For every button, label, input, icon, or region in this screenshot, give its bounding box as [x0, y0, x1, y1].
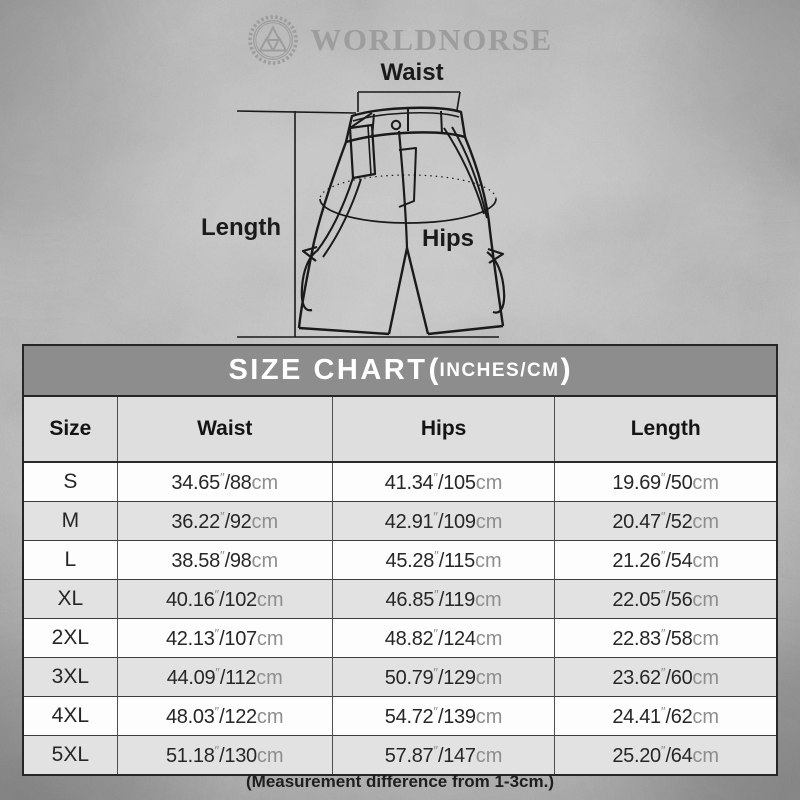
- hips-cell: 57.87″/147cm: [332, 736, 555, 775]
- hips-cell: 48.82″/124cm: [332, 619, 555, 658]
- hips-cell: 54.72″/139cm: [332, 697, 555, 736]
- size-cell: S: [24, 462, 117, 502]
- column-header-waist: Waist: [117, 397, 332, 462]
- waist-cell: 48.03″/122cm: [117, 697, 332, 736]
- column-header-hips: Hips: [332, 397, 555, 462]
- column-header-length: Length: [555, 397, 776, 462]
- title-paren-close: ): [560, 352, 571, 386]
- length-cell: 20.47″/52cm: [555, 502, 776, 541]
- size-cell: 5XL: [24, 736, 117, 775]
- size-row-3xl: [24, 658, 776, 697]
- waist-cell: 34.65″/88cm: [117, 462, 332, 502]
- length-cell: 22.83″/58cm: [555, 619, 776, 658]
- shorts-outline: [299, 108, 504, 334]
- size-row-5xl: [24, 736, 776, 775]
- size-row-2xl: [24, 619, 776, 658]
- waist-cell: 44.09″/112cm: [117, 658, 332, 697]
- size-chart-title-text: SIZE CHART: [228, 354, 428, 386]
- length-cell: 19.69″/50cm: [555, 462, 776, 502]
- size-row-l: [24, 541, 776, 580]
- waist-cell: 40.16″/102cm: [117, 580, 332, 619]
- waist-label: Waist: [380, 59, 444, 86]
- size-table-body: [24, 462, 776, 774]
- waist-cell: 42.13″/107cm: [117, 619, 332, 658]
- length-cell: 21.26″/54cm: [555, 541, 776, 580]
- length-cell: 22.05″/56cm: [555, 580, 776, 619]
- size-row-xl: [24, 580, 776, 619]
- length-cell: 23.62″/60cm: [555, 658, 776, 697]
- size-chart-title: [24, 346, 776, 397]
- hips-cell: 50.79″/129cm: [332, 658, 555, 697]
- size-row-s: [24, 462, 776, 502]
- column-header-size: Size: [24, 397, 117, 462]
- length-label: Length: [201, 214, 281, 241]
- size-cell: L: [24, 541, 117, 580]
- size-cell: 3XL: [24, 658, 117, 697]
- size-table: [24, 397, 776, 774]
- hips-cell: 46.85″/119cm: [332, 580, 555, 619]
- size-chart-table-container: [22, 344, 778, 776]
- size-cell: 4XL: [24, 697, 117, 736]
- hips-cell: 42.91″/109cm: [332, 502, 555, 541]
- waist-cell: 38.58″/98cm: [117, 541, 332, 580]
- brand-name: WORLDNORSE: [310, 22, 553, 57]
- valknut-logo-icon: [247, 14, 299, 66]
- size-cell: 2XL: [24, 619, 117, 658]
- title-paren-open: (: [428, 352, 439, 386]
- waist-cell: 36.22″/92cm: [117, 502, 332, 541]
- hips-ellipse: [320, 175, 496, 223]
- size-chart-units-text: INCHES/CM: [439, 359, 560, 381]
- hips-label: Hips: [421, 225, 475, 252]
- length-cell: 24.41″/62cm: [555, 697, 776, 736]
- size-table-header-row: [24, 397, 776, 462]
- size-row-4xl: [24, 697, 776, 736]
- size-cell: XL: [24, 580, 117, 619]
- length-cell: 25.20″/64cm: [555, 736, 776, 775]
- size-row-m: [24, 502, 776, 541]
- waist-cell: 51.18″/130cm: [117, 736, 332, 775]
- hips-cell: 45.28″/115cm: [332, 541, 555, 580]
- size-cell: M: [24, 502, 117, 541]
- hips-cell: 41.34″/105cm: [332, 462, 555, 502]
- measurement-note: (Measurement difference from 1-3cm.): [246, 772, 554, 791]
